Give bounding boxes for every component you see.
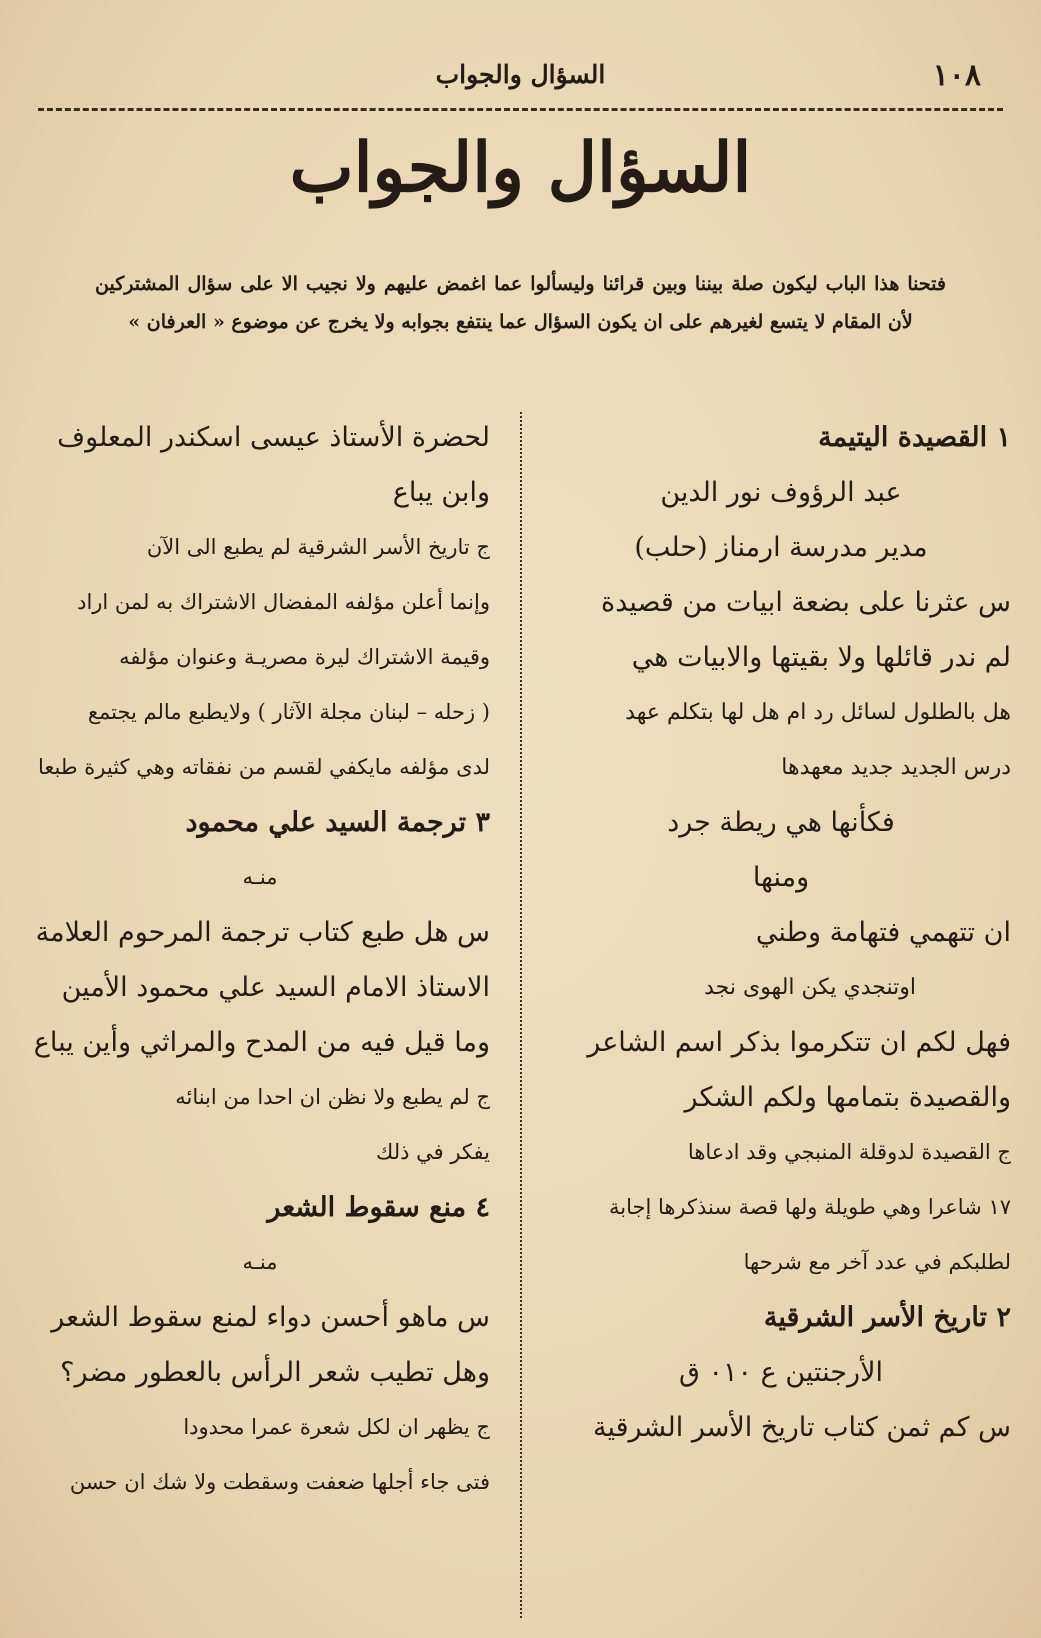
text-line: لم ندر قائلها ولا بقيتها والابيات هي bbox=[631, 642, 1011, 673]
column-divider bbox=[520, 412, 522, 1618]
answer-line: ج لم يطبع ولا نظن ان احدا من ابنائه bbox=[175, 1085, 490, 1109]
answer-line: يفكر في ذلك bbox=[376, 1140, 490, 1164]
question-heading: ٢ تاريخ الأسر الشرقية bbox=[763, 1302, 1011, 1333]
left-column bbox=[30, 410, 490, 1618]
answer-line: ١٧ شاعرا وهي طويلة ولها قصة سنذكرها إجابة bbox=[608, 1195, 1011, 1219]
text-line: وما قيل فيه من المدح والمراثي وأين يباع bbox=[33, 1027, 490, 1058]
question-heading: ١ القصيدة اليتيمة bbox=[818, 422, 1011, 453]
two-column-body bbox=[30, 410, 1011, 1618]
answer-line: فتى جاء أجلها ضعفت وسقطت ولا شك ان حسن bbox=[69, 1470, 490, 1494]
answer-line: ج القصيدة لدوقلة المنبجي وقد ادعاها bbox=[687, 1140, 1011, 1164]
intro-paragraph: فتحنا هذا الباب ليكون صلة بيننا وبين قرائنا وليسألوا عما اغمض عليهم ولا نجيب الا على سؤال المشتركين لأن المقام لا يتسع لغيرهم على ان يكون السؤال عما ينتفع بجوابه ولا يخرج عن موضوع « العرفان » bbox=[95, 273, 946, 333]
text-line: الأرجنتين ع ٠١٠ ق bbox=[679, 1357, 883, 1388]
answer-line: لطلبكم في عدد آخر مع شرحها bbox=[743, 1250, 1011, 1274]
header-divider bbox=[38, 108, 1003, 111]
text-line: س عثرنا على بضعة ابيات من قصيدة bbox=[601, 587, 1011, 618]
section-title: السؤال والجواب bbox=[289, 128, 752, 208]
text-line: لحضرة الأستاذ عيسى اسكندر المعلوف bbox=[57, 422, 490, 453]
answer-line: لدى مؤلفه مايكفي لقسم من نفقاته وهي كثيرة طبعا bbox=[38, 755, 490, 779]
answer-line: ج يظهر ان لكل شعرة عمرا محدودا bbox=[183, 1415, 490, 1439]
answer-line: وإنما أعلن مؤلفه المفضال الاشتراك به لمن اراد bbox=[77, 590, 490, 614]
page-number: ١٠٨ bbox=[932, 58, 981, 93]
verse-line: فكأنها هي ريطة جرد bbox=[667, 807, 895, 838]
right-column bbox=[551, 410, 1011, 1618]
text-line: وهل تطيب شعر الرأس بالعطور مضر؟ bbox=[60, 1357, 490, 1388]
text-line: مدير مدرسة ارمناز (حلب) bbox=[634, 532, 928, 563]
text-line: عبد الرؤوف نور الدين bbox=[660, 477, 902, 508]
answer-line: وقيمة الاشتراك ليرة مصريـة وعنوان مؤلفه bbox=[119, 645, 490, 669]
text-line: س ماهو أحسن دواء لمنع سقوط الشعر bbox=[51, 1302, 490, 1333]
question-heading: ٣ ترجمة السيد علي محمود bbox=[185, 807, 490, 838]
verse-line: اوتنجدي يكن الهوى نجد bbox=[704, 975, 916, 1000]
verse-line: درس الجديد جديد معهدها bbox=[781, 755, 1011, 780]
text-line: منـه bbox=[242, 865, 278, 889]
answer-line: ( زحله – لبنان مجلة الآثار ) ولايطبع مالم يجتمع bbox=[87, 700, 490, 724]
verse-line: هل بالطلول لسائل رد ام هل لها بتكلم عهد bbox=[625, 700, 1011, 725]
verse-line: ان تتهمي فتهامة وطني bbox=[755, 917, 1011, 948]
answer-line: ج تاريخ الأسر الشرقية لم يطبع الى الآن bbox=[146, 535, 490, 559]
text-line: فهل لكم ان تتكرموا بذكر اسم الشاعر bbox=[587, 1027, 1011, 1058]
text-line: س كم ثمن كتاب تاريخ الأسر الشرقية bbox=[593, 1412, 1011, 1443]
running-title: السؤال والجواب bbox=[435, 60, 606, 89]
text-line: س هل طبع كتاب ترجمة المرحوم العلامة bbox=[35, 917, 490, 948]
text-line: ومنها bbox=[752, 862, 810, 893]
question-heading: ٤ منع سقوط الشعر bbox=[267, 1192, 490, 1223]
text-line: منـه bbox=[242, 1250, 278, 1274]
text-line: والقصيدة بتمامها ولكم الشكر bbox=[684, 1082, 1011, 1113]
text-line: الاستاذ الامام السيد علي محمود الأمين bbox=[61, 972, 490, 1003]
running-header bbox=[40, 58, 1001, 98]
text-line: وابن يباع bbox=[392, 477, 490, 508]
